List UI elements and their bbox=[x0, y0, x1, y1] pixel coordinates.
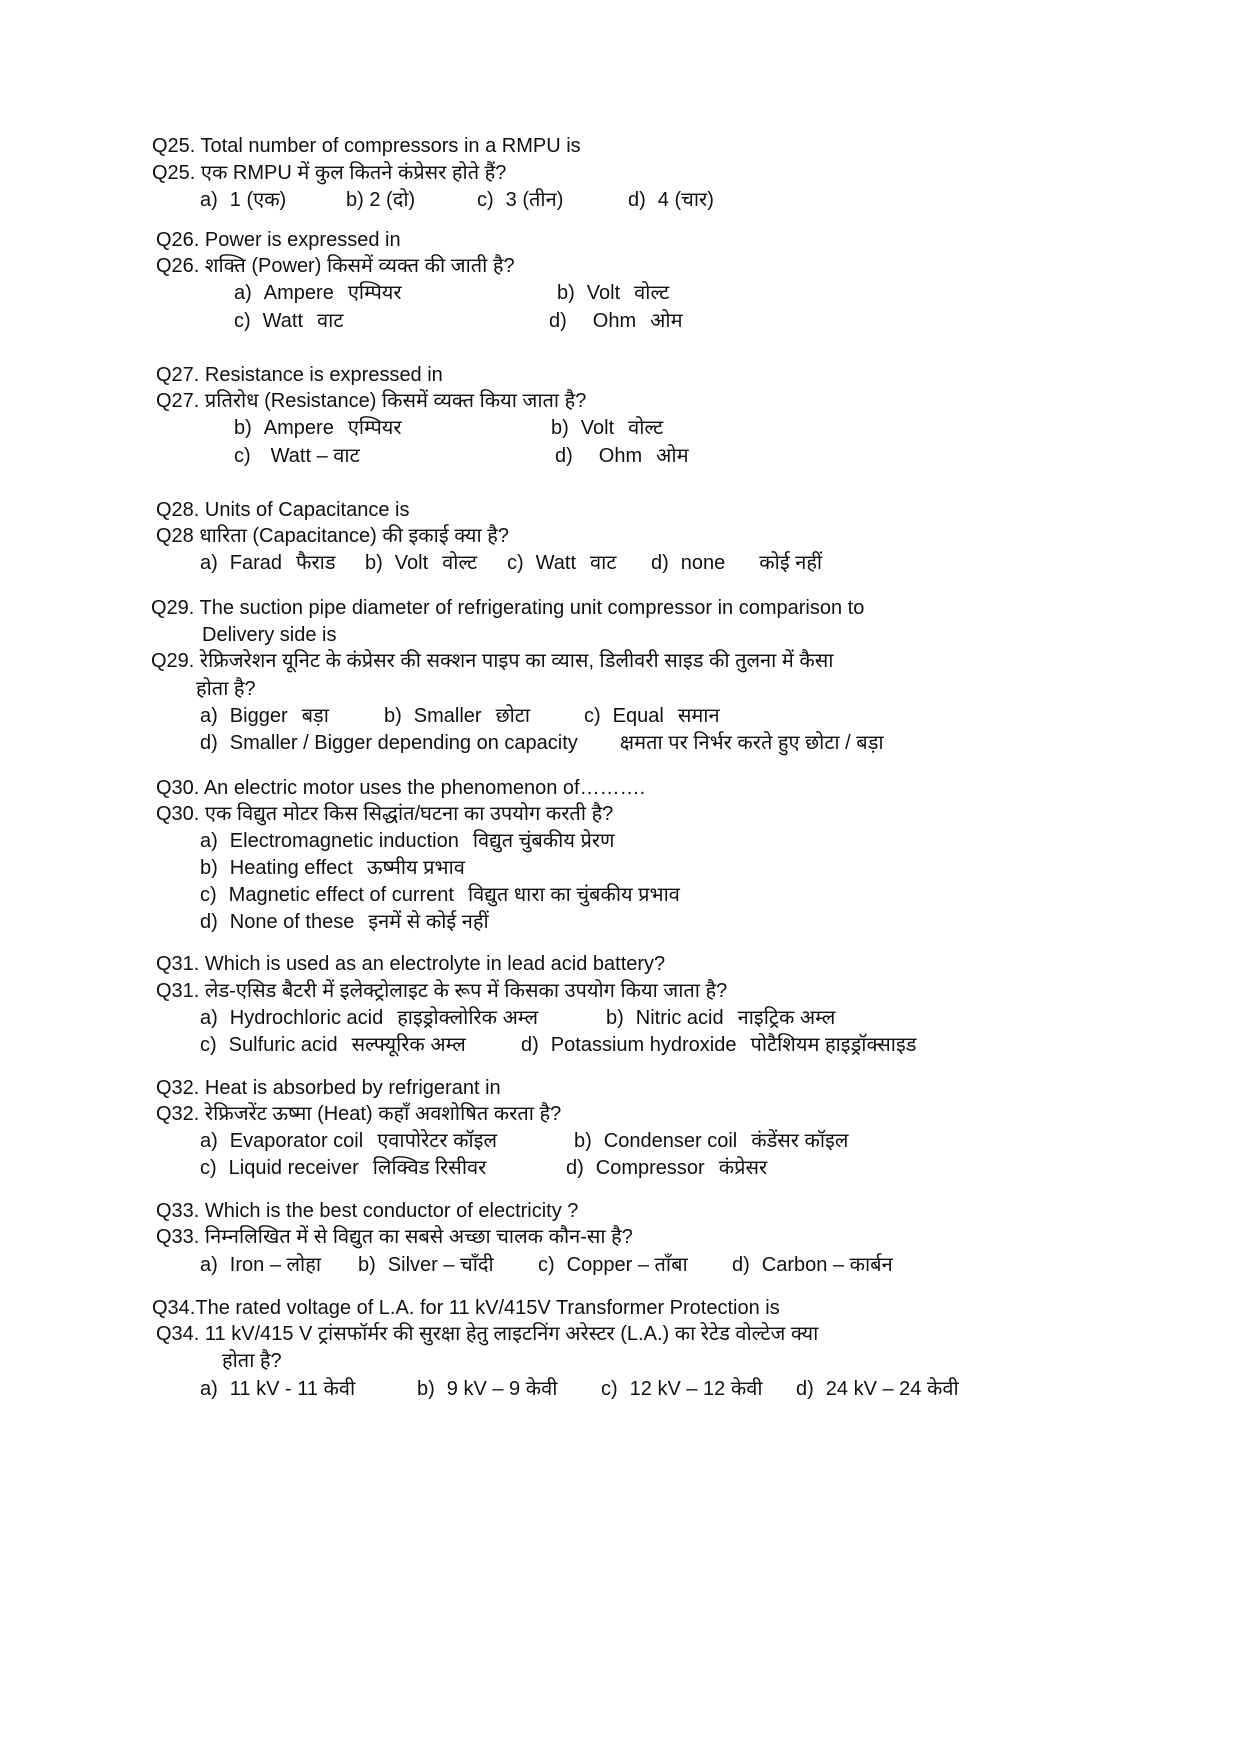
option-29c: c) Equal समान bbox=[584, 705, 720, 727]
option-28d: d) none कोई नहीं bbox=[651, 552, 823, 574]
question-25-hi: Q25. एक RMPU में कुल कितने कंप्रेसर होते हैं? bbox=[152, 162, 507, 184]
option-34d: d) 24 kV – 24 केवी bbox=[796, 1378, 959, 1400]
question-29-en: Q29. The suction pipe diameter of refrigerating unit compressor in comparison to bbox=[151, 597, 865, 619]
option-25b: b) 2 (दो) bbox=[346, 189, 416, 211]
option-28b: b) Volt वोल्ट bbox=[365, 552, 478, 574]
option-27c: c) Watt – वाट bbox=[234, 445, 360, 467]
option-31d: d) Potassium hydroxide पोटैशियम हाइड्रॉक्साइड bbox=[521, 1034, 917, 1056]
option-25d: d) 4 (चार) bbox=[628, 189, 714, 211]
question-28-hi: Q28 धारिता (Capacitance) की इकाई क्या है? bbox=[156, 525, 510, 547]
option-28c: c) Watt वाट bbox=[507, 552, 617, 574]
question-31-en: Q31. Which is used as an electrolyte in lead acid battery? bbox=[156, 953, 666, 975]
option-25c: c) 3 (तीन) bbox=[477, 189, 564, 211]
option-30b: b) Heating effect ऊष्मीय प्रभाव bbox=[200, 857, 465, 879]
option-27a: b) Ampere एम्पियर bbox=[234, 417, 402, 439]
option-32d: d) Compressor कंप्रेसर bbox=[566, 1157, 768, 1179]
option-26d: d) Ohm ओम bbox=[549, 310, 683, 332]
option-33a: a) Iron – लोहा bbox=[200, 1254, 322, 1276]
option-25a: a) 1 (एक) bbox=[200, 189, 287, 211]
option-26c: c) Watt वाट bbox=[234, 310, 344, 332]
question-34-hi-cont: होता है? bbox=[222, 1350, 282, 1372]
option-34c: c) 12 kV – 12 केवी bbox=[601, 1378, 763, 1400]
option-32b: b) Condenser coil कंडेंसर कॉइल bbox=[574, 1130, 849, 1152]
option-29b: b) Smaller छोटा bbox=[384, 705, 531, 727]
question-26-hi: Q26. शक्ति (Power) किसमें व्यक्त की जाती है? bbox=[156, 255, 515, 277]
option-28a: a) Farad फैराड bbox=[200, 552, 336, 574]
option-33c: c) Copper – ताँबा bbox=[538, 1254, 688, 1276]
option-32a: a) Evaporator coil एवापोरेटर कॉइल bbox=[200, 1130, 498, 1152]
option-30c: c) Magnetic effect of current विद्युत धारा का चुंबकीय प्रभाव bbox=[200, 884, 680, 906]
question-29-hi-cont: होता है? bbox=[196, 678, 256, 700]
question-29-en-cont: Delivery side is bbox=[202, 624, 337, 646]
question-31-hi: Q31. लेड-एसिड बैटरी में इलेक्ट्रोलाइट के रूप में किसका उपयोग किया जाता है? bbox=[156, 980, 728, 1002]
question-33-hi: Q33. निम्नलिखित में से विद्युत का सबसे अच्छा चालक कौन-सा है? bbox=[156, 1226, 633, 1248]
question-27-hi: Q27. प्रतिरोध (Resistance) किसमें व्यक्त किया जाता है? bbox=[156, 390, 587, 412]
option-29a: a) Bigger बड़ा bbox=[200, 705, 329, 727]
question-32-en: Q32. Heat is absorbed by refrigerant in bbox=[156, 1077, 501, 1099]
question-29-hi: Q29. रेफ्रिजरेशन यूनिट के कंप्रेसर की सक्शन पाइप का व्यास, डिलीवरी साइड की तुलना में कैसा bbox=[151, 650, 834, 672]
option-34a: a) 11 kV - 11 केवी bbox=[200, 1378, 356, 1400]
option-32c: c) Liquid receiver लिक्विड रिसीवर bbox=[200, 1157, 487, 1179]
option-31c: c) Sulfuric acid सल्फ्यूरिक अम्ल bbox=[200, 1034, 466, 1056]
option-29d: d) Smaller / Bigger depending on capacity क्षमता पर निर्भर करते हुए छोटा / बड़ा bbox=[200, 732, 884, 754]
question-34-en: Q34.The rated voltage of L.A. for 11 kV/415V Transformer Protection is bbox=[152, 1297, 780, 1319]
option-33d: d) Carbon – कार्बन bbox=[732, 1254, 893, 1276]
option-27d: d) Ohm ओम bbox=[555, 445, 689, 467]
question-32-hi: Q32. रेफ्रिजरेंट ऊष्मा (Heat) कहाँ अवशोषित करता है? bbox=[156, 1103, 562, 1125]
question-27-en: Q27. Resistance is expressed in bbox=[156, 364, 443, 386]
option-31a: a) Hydrochloric acid हाइड्रोक्लोरिक अम्ल bbox=[200, 1007, 539, 1029]
option-31b: b) Nitric acid नाइट्रिक अम्ल bbox=[606, 1007, 836, 1029]
option-34b: b) 9 kV – 9 केवी bbox=[417, 1378, 558, 1400]
question-34-hi: Q34. 11 kV/415 V ट्रांसफॉर्मर की सुरक्षा हेतु लाइटनिंग अरेस्टर (L.A.) का रेटेड वोल्टेज क्या bbox=[156, 1323, 819, 1345]
option-26a: a) Ampere एम्पियर bbox=[234, 282, 402, 304]
option-30d: d) None of these इनमें से कोई नहीं bbox=[200, 911, 489, 933]
question-28-en: Q28. Units of Capacitance is bbox=[156, 499, 410, 521]
question-26-en: Q26. Power is expressed in bbox=[156, 229, 401, 251]
option-30a: a) Electromagnetic induction विद्युत चुंबकीय प्रेरण bbox=[200, 830, 615, 852]
question-25-en: Q25. Total number of compressors in a RMPU is bbox=[152, 135, 581, 157]
option-26b: b) Volt वोल्ट bbox=[557, 282, 670, 304]
question-30-hi: Q30. एक विद्युत मोटर किस सिद्धांत/घटना का उपयोग करती है? bbox=[156, 803, 614, 825]
option-27b: b) Volt वोल्ट bbox=[551, 417, 664, 439]
question-33-en: Q33. Which is the best conductor of electricity ? bbox=[156, 1200, 579, 1222]
option-33b: b) Silver – चाँदी bbox=[358, 1254, 494, 1276]
question-30-en: Q30. An electric motor uses the phenomenon of………. bbox=[156, 777, 646, 799]
